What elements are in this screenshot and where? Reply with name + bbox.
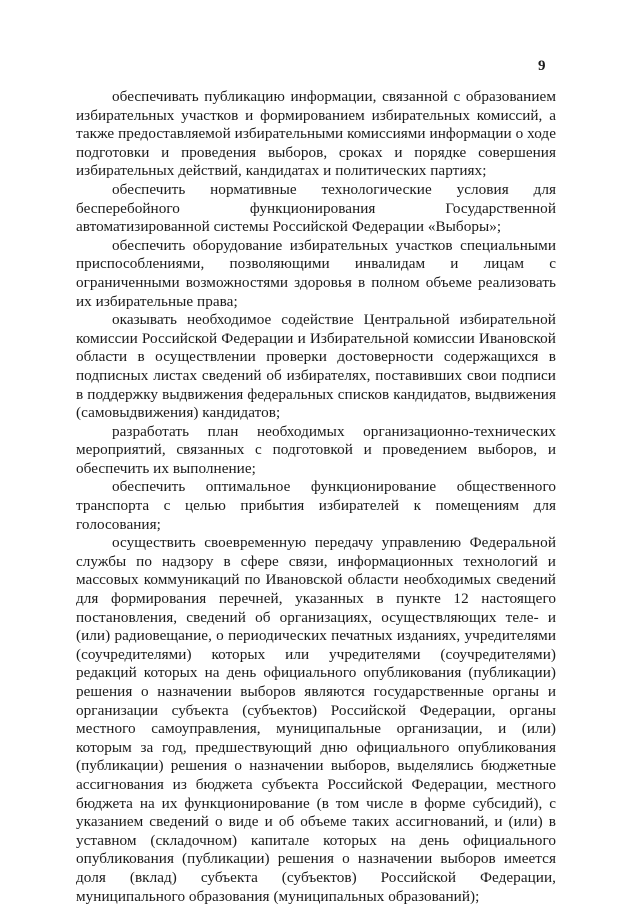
paragraph-action-plan: разработать план необходимых организационно-технических мероприятий, связанных с подготовкой и проведением выборов, и обеспечить их выполнение; [76,422,556,477]
paragraph-public-transport: обеспечить оптимальное функционирование общественного транспорта с целью прибытия избирателей к помещениям для голосования; [76,478,556,533]
paragraph-publication: обеспечивать публикацию информации, связанной с образованием избирательных участков и формированием избирательных комиссий, а также предоставляемой избирательными комиссиями информации о ходе подготовки и проведения выборов, сроках и порядке совершения избирательных действий, кандидатах и политических партиях; [76,88,556,180]
document-body [76,88,556,906]
paragraph-accessibility: обеспечить оборудование избирательных участков специальными приспособлениями, позволяющими инвалидам и лицам с ограниченными возможностями здоровья в полном объеме реализовать их избирательные права; [76,236,556,310]
paragraph-media-info-transfer: осуществить своевременную передачу управлению Федеральной службы по надзору в сфере связи, информационных технологий и массовых коммуникаций по Ивановской области необходимых сведений для формирования перечней, указанных в пункте 12 настоящего постановления, сведений об организациях, осуществляющих теле- и (или) радиовещание, о периодических печатных изданиях, учредителями (соучредителями) которых или учредителями (соучредителями) редакций которых на день официального опубликования (публикации) решения о назначении выборов являются государственные органы и организации субъекта (субъектов) Российской Федерации, органы местного самоуправления, муниципальные организации, и (или) которым за год, предшествующий дню официального опубликования (публикации) решения о назначении выборов, выделялись бюджетные ассигнования из бюджета субъекта Российской Федерации, местного бюджета на их функционирование (в том числе в форме субсидий), с указанием сведений о виде и об объеме таких ассигнований, и (или) в уставном (складочном) капитале которых на день официального опубликования (публикации) решения о назначении выборов имеется доля (вклад) субъекта (субъектов) Российской Федерации, муниципального образования (муниципальных образований); [76,534,556,905]
paragraph-gas-vybory: обеспечить нормативные технологические условия для бесперебойного функционирования Государственной автоматизированной системы Российской Федерации «Выборы»; [76,180,556,236]
page-number: 9 [538,58,546,74]
paragraph-signature-verification: оказывать необходимое содействие Центральной избирательной комиссии Российской Федерации и Избирательной комиссии Ивановской области в осуществлении проверки достоверности содержащихся в подписных листах сведений об избирателях, поставивших свои подписи в поддержку выдвижения федеральных списков кандидатов, выдвижения (самовыдвижения) кандидатов; [76,311,556,422]
